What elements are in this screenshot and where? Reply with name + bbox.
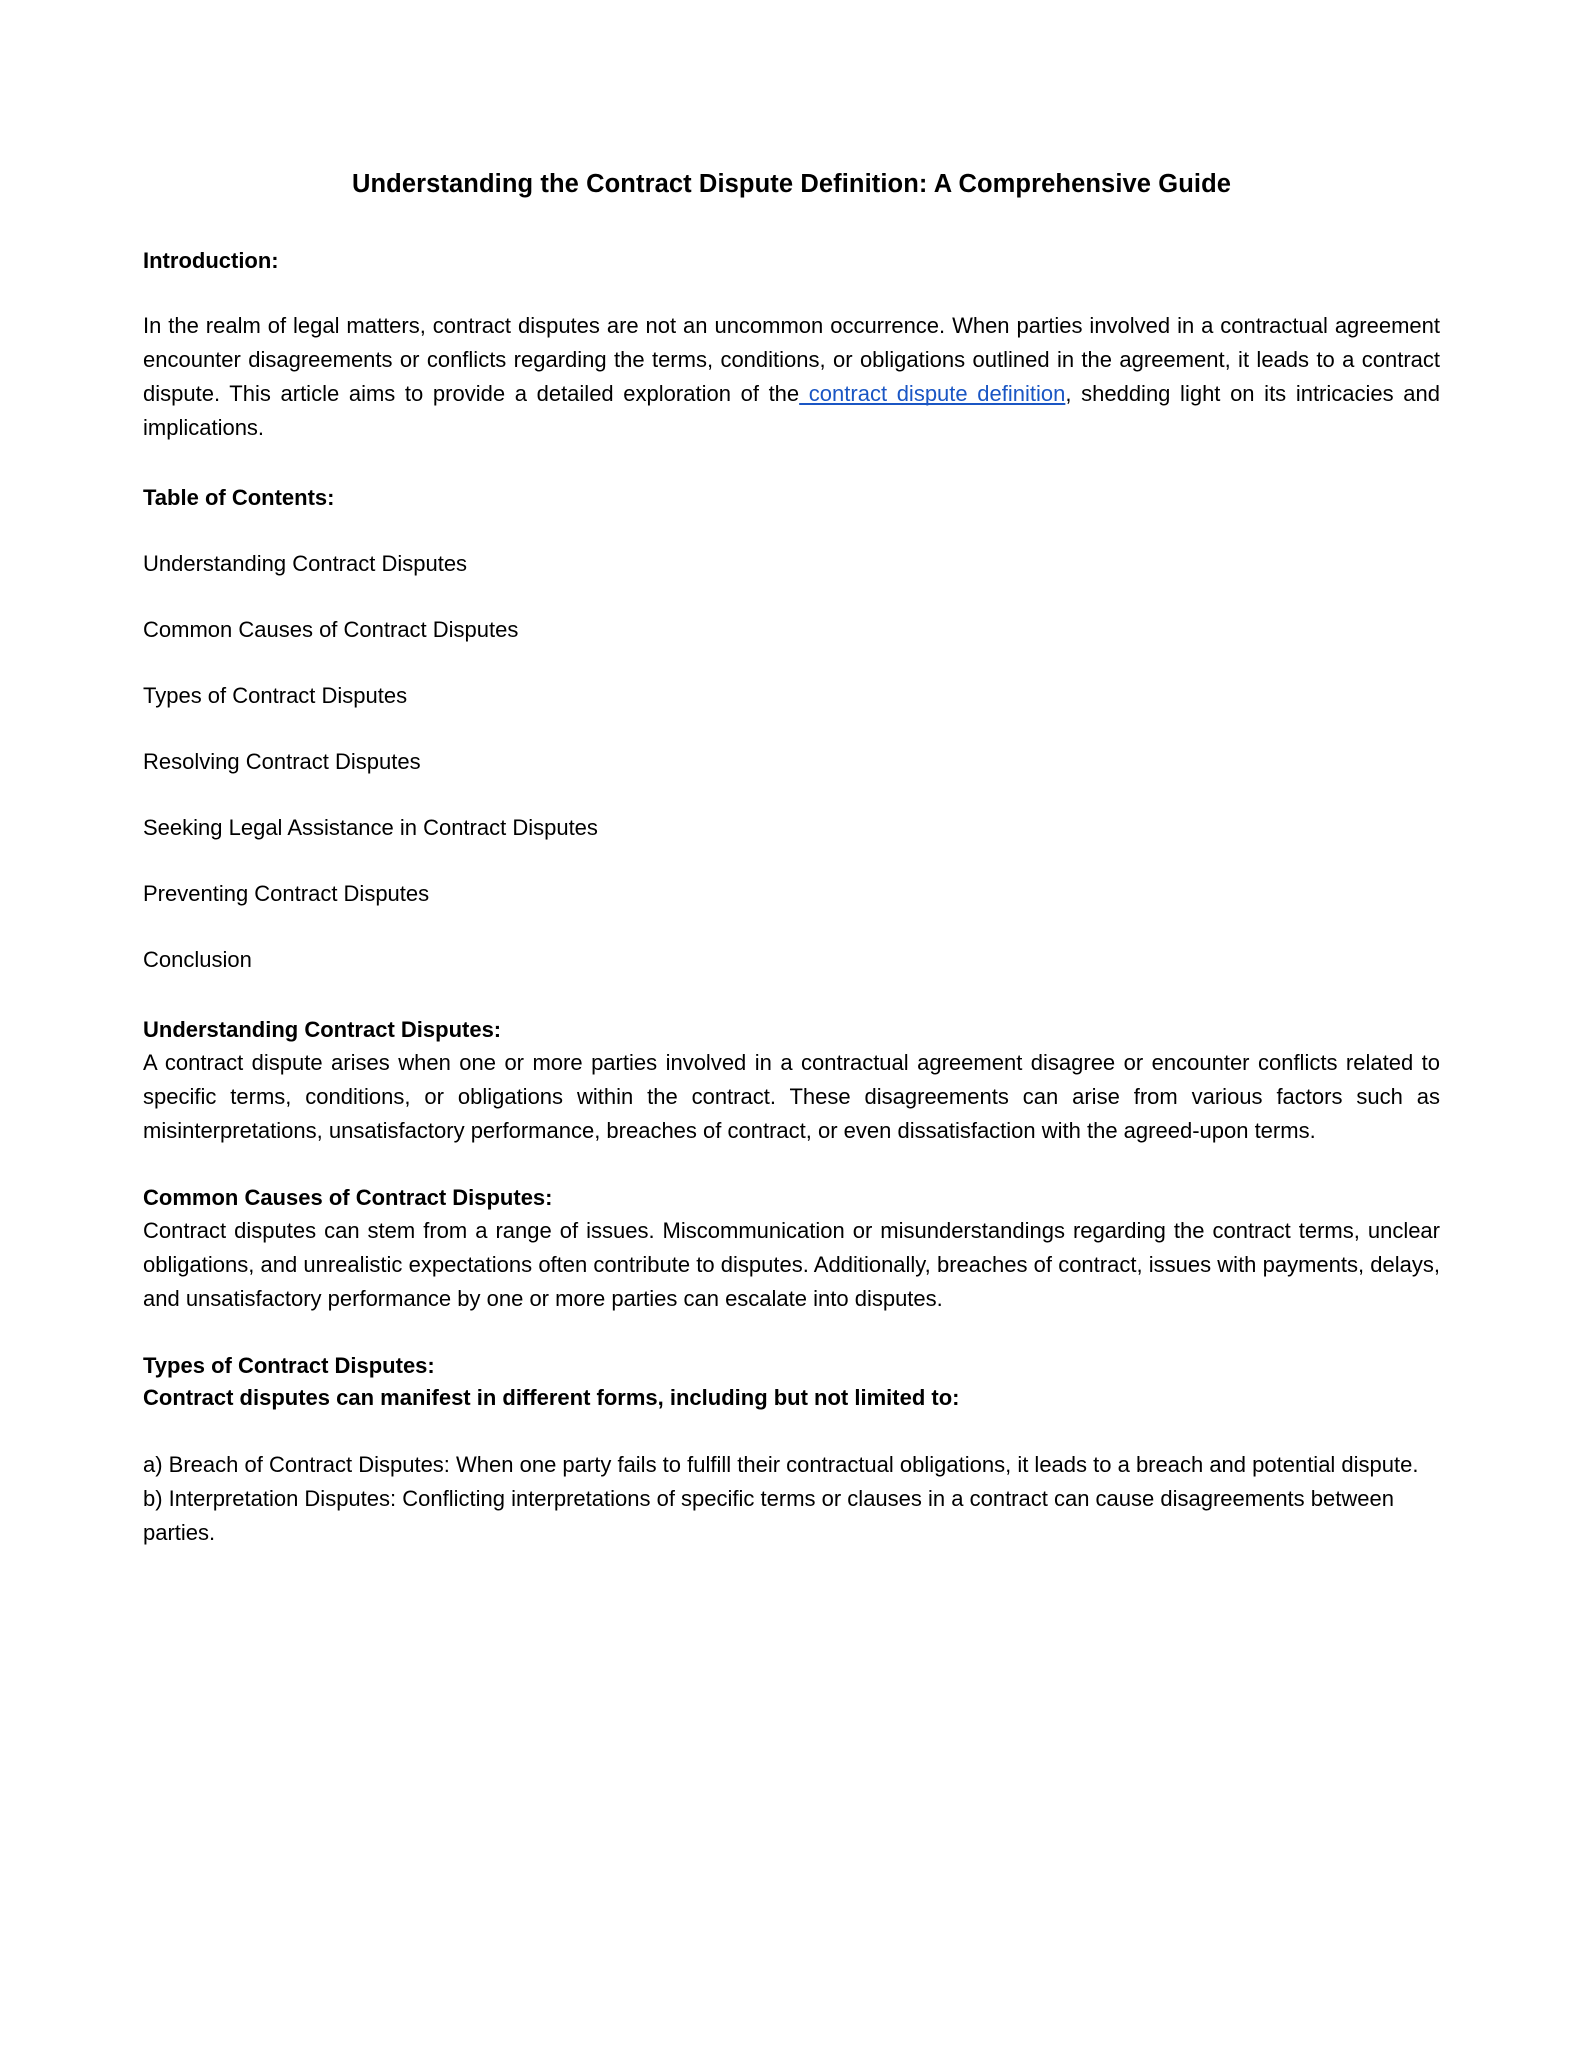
section-heading-types: Types of Contract Disputes: (143, 1353, 435, 1379)
section-heading-understanding-contract-disputes: Understanding Contract Disputes: (143, 1017, 502, 1043)
list-item[interactable]: Resolving Contract Disputes (143, 749, 421, 775)
page-title: Understanding the Contract Dispute Definition: A Comprehensive Guide (351, 170, 1232, 198)
list-item[interactable]: Preventing Contract Disputes (143, 881, 430, 907)
spacer (143, 778, 1440, 811)
spacer (143, 910, 1440, 943)
document-content (143, 168, 1440, 1550)
spacer (143, 712, 1440, 745)
spacer (143, 580, 1440, 613)
types-item-a: a) Breach of Contract Disputes: When one party fails to fulfill their contractual obligations, it leads to a breach and potential dispute. (143, 1451, 1419, 1477)
types-item-b: b) Interpretation Disputes: Conflicting interpretations of specific terms or clauses in a contract can cause disagreements between parties. (143, 1485, 1394, 1545)
contract-dispute-definition-link[interactable]: contract dispute definition (799, 380, 1066, 406)
spacer (143, 646, 1440, 679)
spacer (143, 444, 1440, 482)
spacer (143, 1148, 1440, 1182)
introduction-text-before-link: In the realm of legal matters, contract disputes are not an uncommon occurrence. When parties involved in a contractual agreement encounter disagreements or conflicts regarding the terms, conditions, or obligations outlined in the agreement, it leads to a contract dispute. This article aims to provide a detailed exploration of the (143, 312, 1440, 406)
spacer (143, 277, 1440, 309)
section-body-understanding-contract-disputes: A contract dispute arises when one or more parties involved in a contractual agreement disagree or encounter conflicts related to specific terms, conditions, or obligations within the contract. These disagreements can arise from various factors such as misinterpretations, unsatisfactory performance, breaches of contract, or even dissatisfaction with the agreed-upon terms. (143, 1050, 1440, 1144)
section-body-common-causes: Contract disputes can stem from a range of issues. Miscommunication or misunderstandings regarding the contract terms, unclear obligations, and unrealistic expectations often contribute to disputes. Additionally, breaches of contract, issues with payments, delays, and unsatisfactory performance by one or more parties can escalate into disputes. (143, 1218, 1440, 1312)
introduction-heading: Introduction: (143, 247, 279, 273)
spacer (143, 1414, 1440, 1448)
spacer (143, 844, 1440, 877)
list-item[interactable]: Common Causes of Contract Disputes (143, 617, 519, 643)
spacer (143, 976, 1440, 1014)
list-item[interactable]: Seeking Legal Assistance in Contract Disputes (143, 815, 598, 841)
spacer (143, 514, 1440, 547)
list-item[interactable]: Understanding Contract Disputes (143, 551, 468, 577)
list-item[interactable]: Types of Contract Disputes (143, 683, 408, 709)
table-of-contents-heading: Table of Contents: (143, 485, 335, 511)
introduction-paragraph (143, 309, 1440, 445)
section-subheading-types: Contract disputes can manifest in different forms, including but not limited to: (143, 1384, 960, 1410)
list-item[interactable]: Conclusion (143, 947, 252, 973)
section-heading-common-causes: Common Causes of Contract Disputes: (143, 1185, 553, 1211)
introduction-text-after-link: , shedding light on its intricacies and implications. (143, 380, 1440, 440)
spacer (143, 202, 1440, 245)
spacer (143, 1316, 1440, 1350)
